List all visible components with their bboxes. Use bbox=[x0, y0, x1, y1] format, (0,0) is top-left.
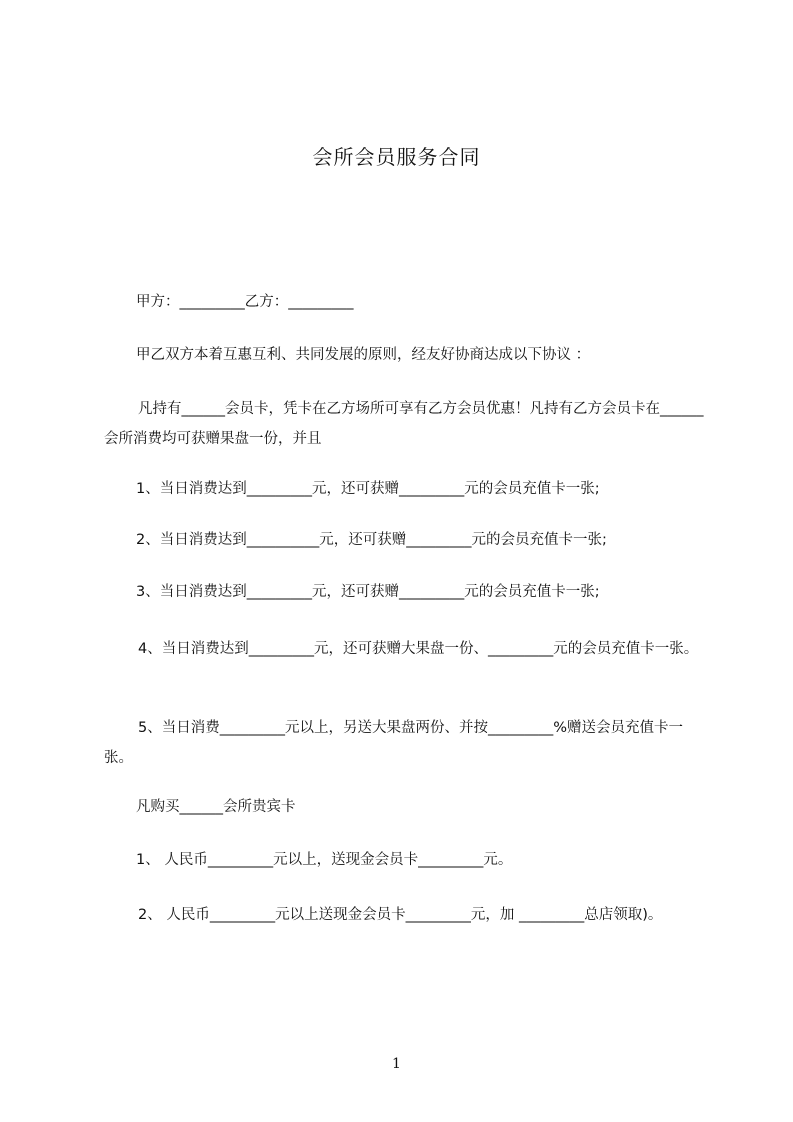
item-5 bbox=[104, 713, 704, 773]
document-title: 会所会员服务合同 bbox=[312, 145, 481, 169]
holder-clause-paragraph bbox=[104, 394, 704, 454]
item-2: 2、当日消费达到__________元，还可获赠_________元的会员充值卡一张; bbox=[136, 532, 607, 548]
item-1: 1、当日消费达到_________元，还可获赠_________元的会员充值卡一张; bbox=[136, 481, 600, 497]
holder-clause-text: 凡持有______会员卡，凭卡在乙方场所可享有乙方会员优惠！凡持有乙方会员卡在______会所消费均可获赠果盘一份，并且 bbox=[104, 401, 704, 447]
purchase-heading: 凡购买______会所贵宾卡 bbox=[136, 799, 296, 815]
item-4 bbox=[104, 634, 704, 664]
item-3: 3、当日消费达到_________元，还可获赠_________元的会员充值卡一张; bbox=[136, 584, 600, 600]
purchase-item-2 bbox=[104, 900, 704, 930]
intro-paragraph: 甲乙双方本着互惠互利、共同发展的原则，经友好协商达成以下协议 ： bbox=[136, 347, 591, 363]
item-5-text: 5、当日消费_________元以上，另送大果盘两份、并按_________%赠送会员充值卡一张。 bbox=[104, 720, 684, 766]
purchase-item-2-text: 2、 人民币_________元以上送现金会员卡_________元，加 _________总店领取)。 bbox=[138, 907, 663, 923]
parties-line: 甲方：_________乙方：_________ bbox=[136, 294, 354, 310]
item-4-text: 4、当日消费达到_________元，还可获赠大果盘一份、_________元的会员充值卡一张。 bbox=[138, 641, 699, 657]
page-number: 1 bbox=[392, 1056, 401, 1072]
purchase-item-1: 1、 人民币_________元以上，送现金会员卡_________元。 bbox=[136, 852, 513, 868]
